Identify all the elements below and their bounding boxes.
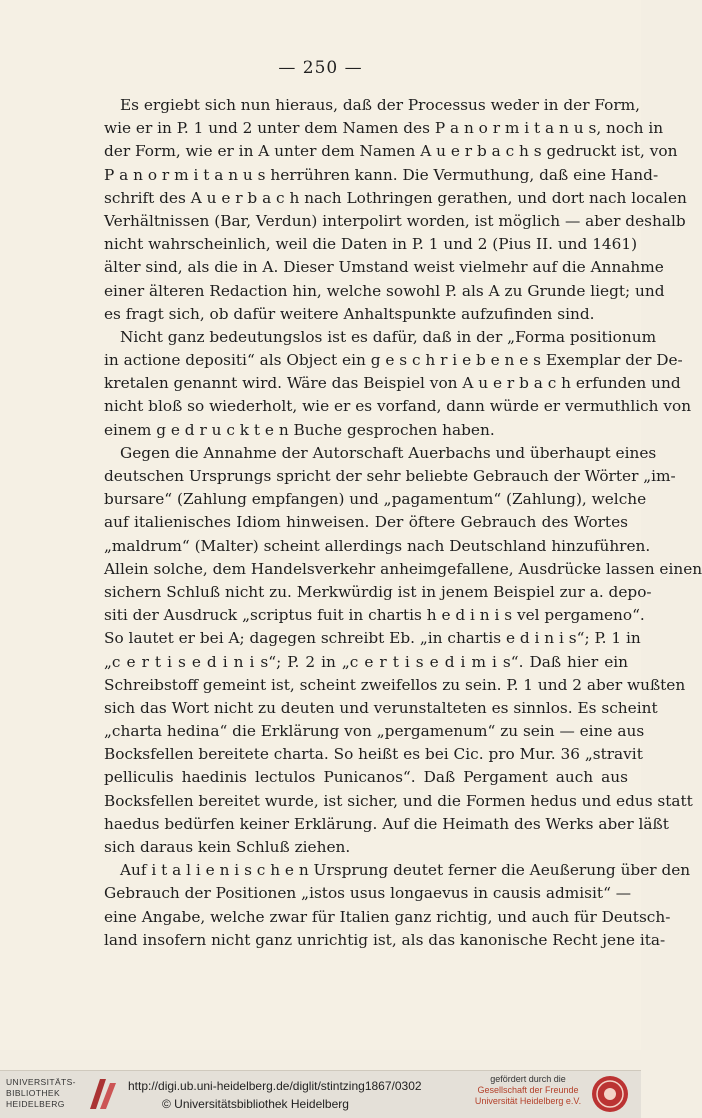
text-line: „maldrum“ (Malter) scheint allerdings nach Deutschland hinzuführen.	[104, 536, 651, 555]
text-line: einem g e d r u c k t e n Buche gesprochen haben.	[104, 420, 495, 439]
page-number: — 250 —	[278, 58, 363, 78]
text-line: auf italienisches Idiom hinweisen. Der öftere Gebrauch des Wortes	[104, 513, 628, 532]
text-line: P a n o r m i t a n u s herrühren kann. Die Vermuthung, daß eine Hand-	[104, 165, 659, 184]
text-line: eine Angabe, welche zwar für Italien ganz richtig, und auch für Deutsch-	[104, 907, 671, 926]
text-line: sich daraus kein Schluß ziehen.	[104, 838, 351, 856]
text-line: Bocksfellen bereitet wurde, ist sicher, und die Formen hedus und edus statt	[104, 791, 693, 810]
permalink-link[interactable]: http://digi.ub.uni-heidelberg.de/diglit/stintzing1867/0302	[128, 1079, 422, 1093]
text-line: nicht wahrscheinlich, weil die Daten in P. 1 und 2 (Pius II. und 1461)	[104, 235, 638, 254]
text-line: nicht bloß so wiederholt, wie er es vorfand, dann würde er vermuthlich von	[104, 397, 692, 416]
text-line: Schreibstoff gemeint ist, scheint zweifellos zu sein. P. 1 und 2 aber wußten	[104, 675, 686, 694]
text-line: So lautet er bei A; dagegen schreibt Eb. „in chartis e d i n i s“; P. 1 in	[104, 629, 641, 648]
text-line: wie er in P. 1 und 2 unter dem Namen des P a n o r m i t a n u s, noch in	[104, 119, 664, 138]
text-line: pelliculis haedinis lectulos Punicanos“. Daß Pergament auch aus	[104, 768, 628, 787]
text-line: Gegen die Annahme der Autorschaft Auerbachs und überhaupt eines	[120, 443, 657, 462]
text-line: Bocksfellen bereitete charta. So heißt es bei Cic. pro Mur. 36 „stravit	[104, 745, 643, 764]
text-line: schrift des A u e r b a c h nach Lothringen gerathen, und dort nach localen	[104, 188, 687, 207]
text-line: es fragt sich, ob dafür weitere Anhaltspunkte aufzufinden sind.	[104, 304, 595, 323]
library-logo-icon	[86, 1075, 120, 1113]
text-line: Verhältnissen (Bar, Verdun) interpolirt worden, ist möglich — aber deshalb	[104, 211, 686, 230]
text-line: Auf i t a l i e n i s c h e n Ursprung deutet ferner die Aeußerung über den	[120, 861, 691, 880]
text-line: siti der Ausdruck „scriptus fuit in chartis h e d i n i s vel pergameno“.	[104, 606, 645, 625]
text-line: land insofern nicht ganz unrichtig ist, als das kanonische Recht jene ita-	[104, 930, 666, 949]
text-line: deutschen Ursprungs spricht der sehr beliebte Gebrauch der Wörter „im-	[104, 467, 676, 485]
text-line: älter sind, als die in A. Dieser Umstand weist vielmehr auf die Annahme	[104, 258, 664, 277]
funding-note: gefördert durch die Gesellschaft der Freunde Universität Heidelberg e.V.	[474, 1074, 582, 1106]
text-line: einer älteren Redaction hin, welche sowohl P. als A zu Grunde liegt; und	[104, 281, 665, 300]
text-line: bursare“ (Zahlung empfangen) und „pagamentum“ (Zahlung), welche	[104, 490, 647, 509]
text-line: sichern Schluß nicht zu. Merkwürdig ist in jenem Beispiel zur a. depo-	[104, 582, 652, 601]
text-line: Gebrauch der Positionen „istos usus longaevus in causis admisit“ —	[104, 884, 632, 903]
text-line: Es ergiebt sich nun hieraus, daß der Processus weder in der Form,	[120, 96, 641, 114]
page-body	[104, 94, 702, 952]
text-line: Nicht ganz bedeutungslos ist es dafür, daß in der „Forma positionum	[120, 327, 657, 346]
university-seal-icon	[590, 1074, 630, 1114]
text-line: kretalen genannt wird. Wäre das Beispiel von A u e r b a c h erfunden und	[104, 374, 681, 393]
text-line: sich das Wort nicht zu deuten und verunstalteten es sinnlos. Es scheint	[104, 698, 658, 717]
text-line: haedus bedürfen keiner Erklärung. Auf die Heimath des Werks aber läßt	[104, 814, 669, 833]
text-line: „charta hedina“ die Erklärung von „pergamenum“ zu sein — eine aus	[104, 722, 645, 741]
text-line: in actione depositi“ als Object ein g e s c h r i e b e n e s Exemplar der De-	[104, 351, 683, 370]
footer-bar	[0, 1070, 641, 1118]
text-line: „c e r t i s e d i n i s“; P. 2 in „c e r t i s e d i m i s“. Daß hier ein	[104, 652, 628, 671]
library-name: UNIVERSITÄTS- BIBLIOTHEK HEIDELBERG	[6, 1077, 76, 1109]
text-line: der Form, wie er in A unter dem Namen A u e r b a c h s gedruckt ist, von	[104, 142, 678, 161]
text-line: Allein solche, dem Handelsverkehr anheimgefallene, Ausdrücke lassen einen	[104, 559, 702, 578]
copyright-text: © Universitätsbibliothek Heidelberg	[162, 1097, 349, 1111]
